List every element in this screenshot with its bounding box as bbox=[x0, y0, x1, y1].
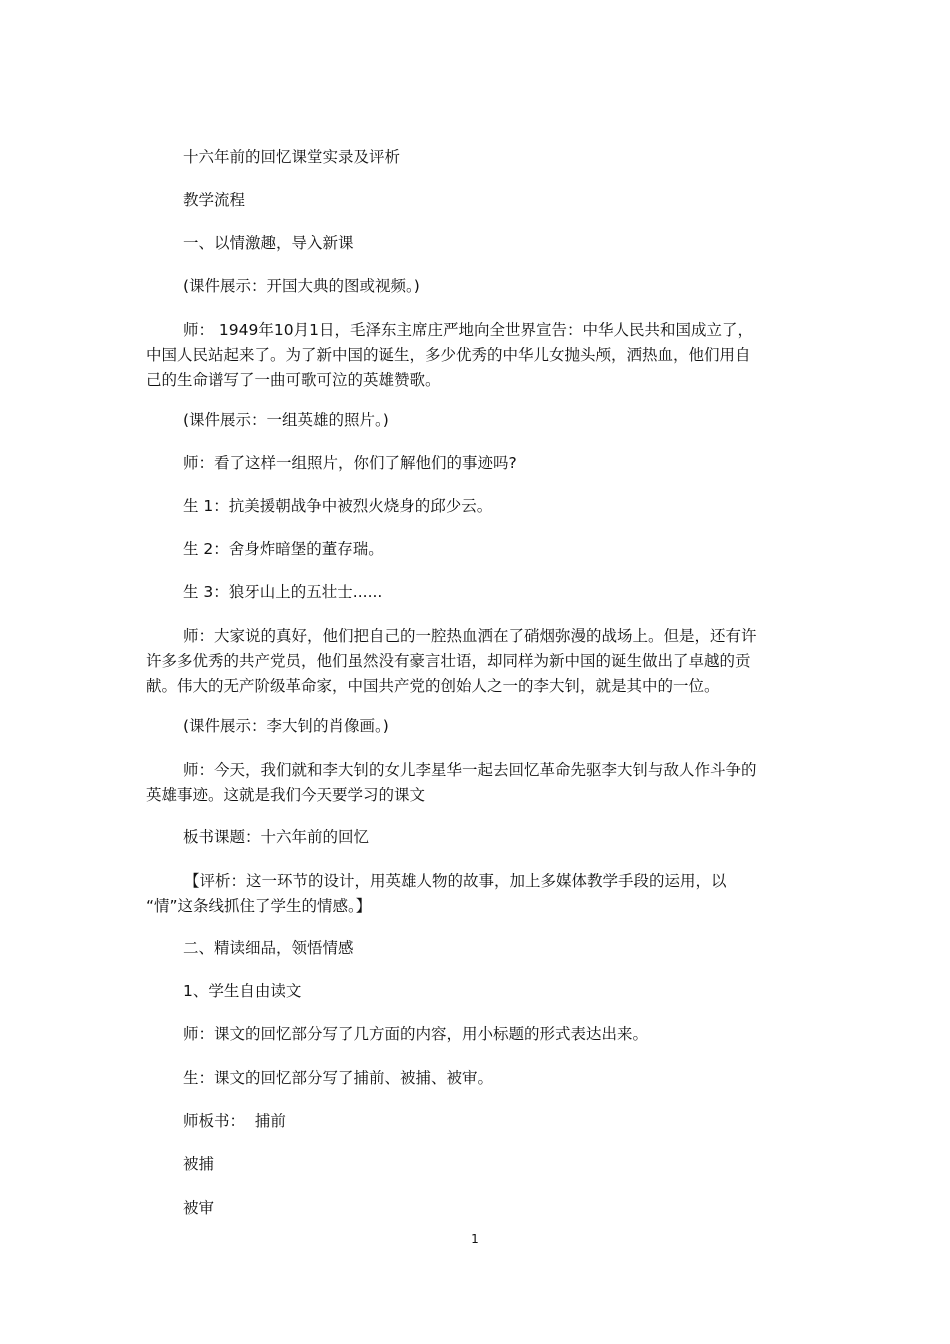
board-writing: 师板书： 捕前 bbox=[183, 1112, 286, 1130]
courseware-note-2: (课件展示：一组英雄的照片。) bbox=[183, 411, 389, 429]
section-heading-flow: 教学流程 bbox=[183, 191, 246, 209]
paragraph-line: 师：大家说的真好，他们把自己的一腔热血洒在了硝烟弥漫的战场上。但是，还有许 bbox=[183, 627, 757, 645]
part2-heading: 二、精读细品，领悟情感 bbox=[183, 939, 354, 957]
board-item-2: 被捕 bbox=[183, 1155, 215, 1173]
board-item-3: 被审 bbox=[183, 1199, 215, 1217]
paragraph-line: 【评析：这一环节的设计，用英雄人物的故事，加上多媒体教学手段的运用，以 bbox=[184, 872, 727, 890]
teacher-paragraph-1 bbox=[146, 318, 808, 393]
student-answer-4: 生：课文的回忆部分写了捕前、被捕、被审。 bbox=[183, 1069, 494, 1087]
paragraph-line: 献。伟大的无产阶级革命家，中国共产党的创始人之一的李大钊，就是其中的一位。 bbox=[146, 677, 720, 695]
document-title: 十六年前的回忆课堂实录及评析 bbox=[183, 148, 401, 166]
part1-heading: 一、以情激趣，导入新课 bbox=[183, 234, 354, 252]
paragraph-line: “情”这条线抓住了学生的情感。】 bbox=[146, 897, 372, 915]
courseware-note-1: (课件展示：开国大典的图或视频。) bbox=[183, 277, 420, 295]
step-1: 1、学生自由读文 bbox=[183, 982, 302, 1000]
student-answer-3: 生 3：狼牙山上的五壮士...... bbox=[183, 583, 383, 601]
teacher-paragraph-3 bbox=[146, 758, 808, 808]
courseware-note-3: (课件展示：李大钊的肖像画。) bbox=[183, 717, 389, 735]
analysis-paragraph bbox=[146, 869, 808, 919]
teacher-question: 师：看了这样一组照片，你们了解他们的事迹吗? bbox=[183, 454, 517, 472]
student-answer-2: 生 2：舍身炸暗堡的董存瑞。 bbox=[183, 540, 384, 558]
paragraph-line: 己的生命谱写了一曲可歌可泣的英雄赞歌。 bbox=[146, 371, 441, 389]
paragraph-line: 师：今天，我们就和李大钊的女儿李星华一起去回忆革命先驱李大钊与敌人作斗争的 bbox=[183, 761, 757, 779]
paragraph-line: 中国人民站起来了。为了新中国的诞生，多少优秀的中华儿女抛头颅，洒热血，他们用自 bbox=[146, 346, 751, 364]
paragraph-line: 英雄事迹。这就是我们今天要学习的课文 bbox=[146, 786, 426, 804]
board-title: 板书课题：十六年前的回忆 bbox=[183, 828, 370, 846]
page-number: 1 bbox=[471, 1232, 479, 1246]
paragraph-line: 许多多优秀的共产党员，他们虽然没有豪言壮语，却同样为新中国的诞生做出了卓越的贡 bbox=[146, 652, 751, 670]
teacher-paragraph-2 bbox=[146, 624, 808, 699]
paragraph-line: 师： 1949年10月1日，毛泽东主席庄严地向全世界宣告：中华人民共和国成立了， bbox=[183, 321, 753, 339]
teacher-instruction: 师：课文的回忆部分写了几方面的内容，用小标题的形式表达出来。 bbox=[183, 1025, 649, 1043]
student-answer-1: 生 1：抗美援朝战争中被烈火烧身的邱少云。 bbox=[183, 497, 493, 515]
